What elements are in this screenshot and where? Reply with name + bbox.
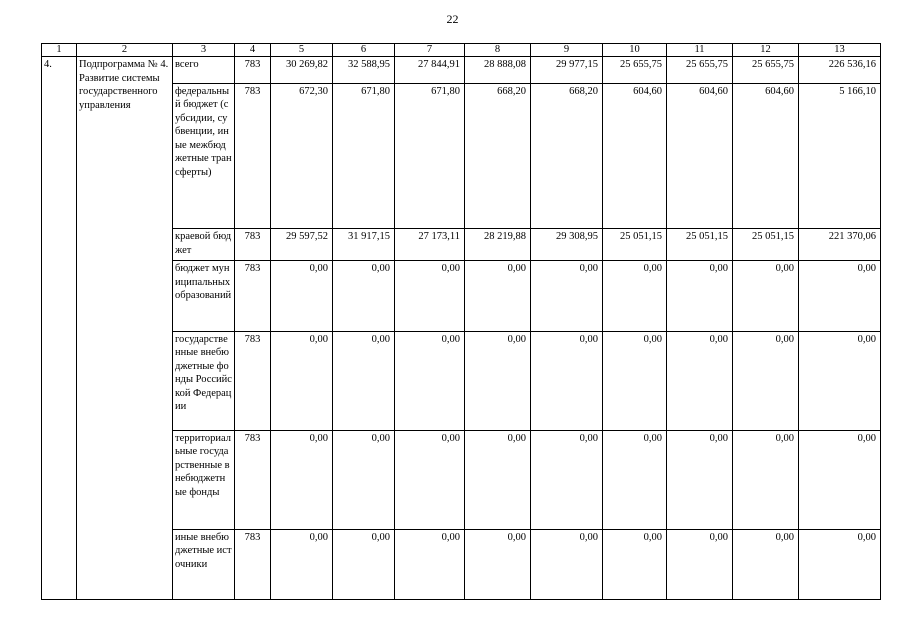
- value-cell: 0,00: [531, 430, 603, 529]
- value-cell: 668,20: [531, 83, 603, 229]
- value-cell: 25 051,15: [603, 229, 667, 261]
- value-cell: 0,00: [531, 529, 603, 599]
- column-number: 9: [531, 44, 603, 57]
- value-cell: 0,00: [603, 261, 667, 331]
- funding-source: территориальные государственные внебюджетные фонды: [173, 430, 235, 529]
- value-cell: 221 370,06: [799, 229, 881, 261]
- value-cell: 0,00: [271, 529, 333, 599]
- value-cell: 0,00: [271, 331, 333, 430]
- value-cell: 29 308,95: [531, 229, 603, 261]
- value-cell: 29 597,52: [271, 229, 333, 261]
- value-cell: 25 051,15: [733, 229, 799, 261]
- value-cell: 0,00: [531, 261, 603, 331]
- value-cell: 0,00: [465, 529, 531, 599]
- value-cell: 604,60: [733, 83, 799, 229]
- value-cell: 28 888,08: [465, 57, 531, 84]
- table-row: [42, 57, 881, 84]
- value-cell: 0,00: [333, 529, 395, 599]
- value-cell: 0,00: [799, 529, 881, 599]
- program-name: Подпрограмма № 4. Развитие системы государственного управления: [77, 57, 173, 600]
- value-cell: 0,00: [271, 430, 333, 529]
- value-cell: 0,00: [271, 261, 333, 331]
- value-cell: 0,00: [799, 261, 881, 331]
- column-number: 10: [603, 44, 667, 57]
- value-cell: 0,00: [465, 331, 531, 430]
- code-cell: 783: [235, 261, 271, 331]
- value-cell: 29 977,15: [531, 57, 603, 84]
- value-cell: 604,60: [603, 83, 667, 229]
- value-cell: 0,00: [667, 331, 733, 430]
- value-cell: 672,30: [271, 83, 333, 229]
- value-cell: 0,00: [395, 529, 465, 599]
- value-cell: 671,80: [333, 83, 395, 229]
- column-number: 7: [395, 44, 465, 57]
- column-number: 11: [667, 44, 733, 57]
- code-cell: 783: [235, 229, 271, 261]
- value-cell: 0,00: [465, 430, 531, 529]
- column-number: 3: [173, 44, 235, 57]
- value-cell: 25 655,75: [603, 57, 667, 84]
- funding-source: краевой бюджет: [173, 229, 235, 261]
- value-cell: 27 844,91: [395, 57, 465, 84]
- value-cell: 25 051,15: [667, 229, 733, 261]
- value-cell: 0,00: [395, 261, 465, 331]
- value-cell: 0,00: [603, 529, 667, 599]
- value-cell: 671,80: [395, 83, 465, 229]
- value-cell: 28 219,88: [465, 229, 531, 261]
- row-number: 4.: [42, 57, 77, 600]
- code-cell: 783: [235, 430, 271, 529]
- value-cell: 604,60: [667, 83, 733, 229]
- value-cell: 668,20: [465, 83, 531, 229]
- value-cell: 0,00: [531, 331, 603, 430]
- value-cell: 0,00: [667, 430, 733, 529]
- code-cell: 783: [235, 83, 271, 229]
- value-cell: 0,00: [603, 331, 667, 430]
- value-cell: 0,00: [603, 430, 667, 529]
- column-number: 5: [271, 44, 333, 57]
- value-cell: 0,00: [733, 331, 799, 430]
- column-number: 4: [235, 44, 271, 57]
- code-cell: 783: [235, 57, 271, 84]
- budget-table: [41, 43, 881, 600]
- column-number: 6: [333, 44, 395, 57]
- value-cell: 0,00: [733, 261, 799, 331]
- value-cell: 5 166,10: [799, 83, 881, 229]
- value-cell: 0,00: [333, 430, 395, 529]
- column-number: 12: [733, 44, 799, 57]
- funding-source: всего: [173, 57, 235, 84]
- value-cell: 0,00: [333, 261, 395, 331]
- column-number: 2: [77, 44, 173, 57]
- funding-source: федеральный бюджет (субсидии, субвенции, иные межбюджетные трансферты): [173, 83, 235, 229]
- value-cell: 25 655,75: [667, 57, 733, 84]
- value-cell: 0,00: [733, 529, 799, 599]
- value-cell: 0,00: [799, 331, 881, 430]
- code-cell: 783: [235, 529, 271, 599]
- value-cell: 32 588,95: [333, 57, 395, 84]
- column-number: 13: [799, 44, 881, 57]
- value-cell: 0,00: [667, 261, 733, 331]
- value-cell: 0,00: [395, 430, 465, 529]
- value-cell: 0,00: [333, 331, 395, 430]
- value-cell: 27 173,11: [395, 229, 465, 261]
- column-number: 8: [465, 44, 531, 57]
- value-cell: 0,00: [733, 430, 799, 529]
- page-number: 22: [446, 12, 459, 26]
- value-cell: 0,00: [465, 261, 531, 331]
- value-cell: 25 655,75: [733, 57, 799, 84]
- value-cell: 0,00: [667, 529, 733, 599]
- value-cell: 0,00: [799, 430, 881, 529]
- value-cell: 226 536,16: [799, 57, 881, 84]
- funding-source: бюджет муниципальных образований: [173, 261, 235, 331]
- column-number: 1: [42, 44, 77, 57]
- funding-source: иные внебюджетные источники: [173, 529, 235, 599]
- value-cell: 0,00: [395, 331, 465, 430]
- value-cell: 31 917,15: [333, 229, 395, 261]
- code-cell: 783: [235, 331, 271, 430]
- funding-source: государственные внебюджетные фонды Российской Федерации: [173, 331, 235, 430]
- value-cell: 30 269,82: [271, 57, 333, 84]
- column-number-row: [42, 44, 881, 57]
